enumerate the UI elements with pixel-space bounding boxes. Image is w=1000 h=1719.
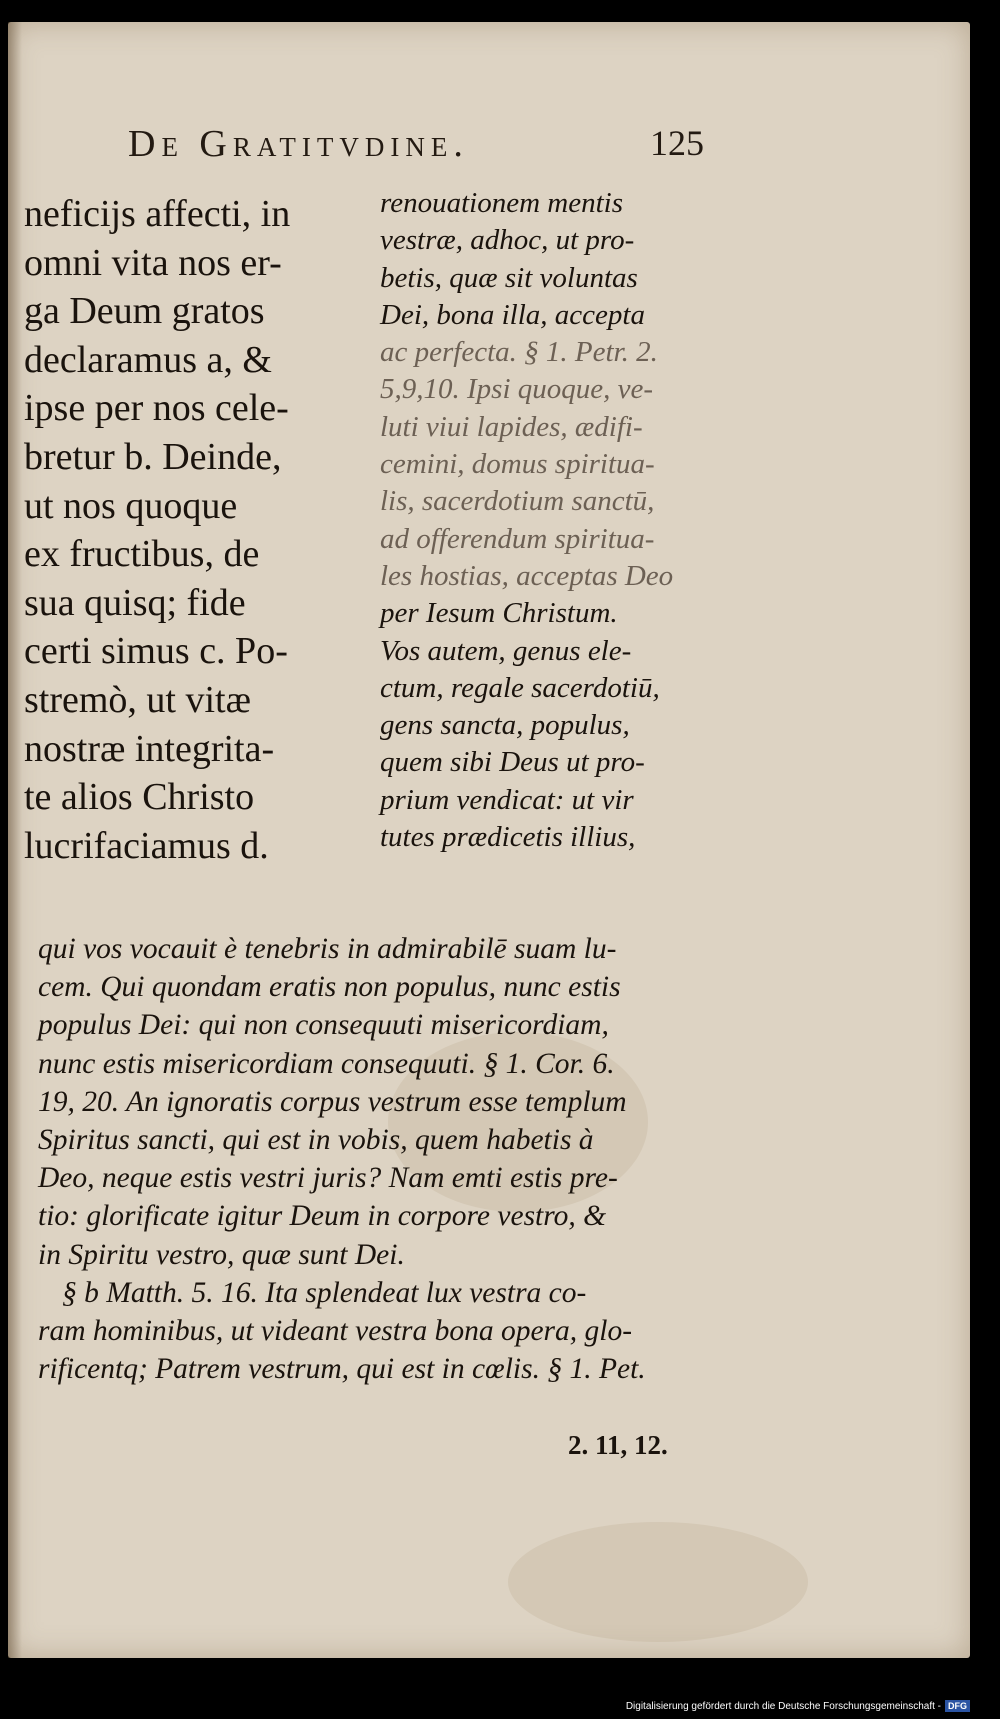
catchword: 2. 11, 12. — [568, 1430, 668, 1460]
text-line: nostræ integrita- — [24, 727, 275, 770]
gloss-line: 19, 20. An ignoratis corpus vestrum esse templum — [38, 1085, 627, 1118]
page-number: 125 — [650, 123, 704, 163]
gloss-line: prium vendicat: ut vir — [380, 783, 634, 816]
gloss-line: tutes prædicetis illius, — [380, 821, 636, 854]
text-line: lucrifaciamus d. — [24, 824, 269, 867]
gloss-line: rificentq; Patrem vestrum, qui est in cœlis. § 1. Pet. — [38, 1353, 646, 1386]
gloss-line: ram hominibus, ut videant vestra bona opera, glo- — [38, 1314, 633, 1347]
text-line: ipse per nos cele- — [24, 387, 289, 430]
gloss-line: in Spiritu vestro, quæ sunt Dei. — [38, 1238, 405, 1271]
gloss-line: ad offerendum spiritua- — [380, 522, 655, 555]
gloss-line: 5,9,10. Ipsi quoque, ve- — [380, 373, 654, 406]
text-line: stremò, ut vitæ — [24, 678, 251, 721]
paper-stain — [508, 1522, 808, 1642]
gloss-line: nunc estis misericordiam consequuti. § 1. Cor. 6. — [38, 1047, 615, 1080]
text-line: omni vita nos er- — [24, 241, 282, 284]
gloss-line: renouationem mentis — [380, 187, 623, 219]
gloss-line: per Iesum Christum. — [380, 597, 618, 630]
gloss-line: quem sibi Deus ut pro- — [380, 746, 645, 779]
gloss-line: cemini, domus spiritua- — [380, 448, 655, 481]
gloss-line: tio: glorificate igitur Deum in corpore vestro, & — [38, 1200, 607, 1233]
gloss-line: Spiritus sancti, qui est in vobis, quem habetis à — [38, 1123, 594, 1156]
digitization-credit — [626, 1700, 970, 1712]
dfg-logo[interactable]: DFG — [945, 1700, 970, 1712]
gloss-line: betis, quæ sit voluntas — [380, 261, 638, 294]
main-text-column — [24, 190, 354, 870]
gloss-line: lis, sacerdotium sanctū, — [380, 485, 655, 518]
text-line: bretur b. Deinde, — [24, 435, 282, 478]
gloss-line: Vos autem, genus ele- — [380, 634, 632, 667]
gloss-line: Deo, neque estis vestri juris? Nam emti estis pre- — [38, 1162, 618, 1195]
gloss-line: Dei, bona illa, accepta — [380, 298, 645, 331]
text-line: declaramus a, & — [24, 338, 272, 381]
text-line: neficijs affecti, in — [24, 193, 291, 235]
gloss-line: populus Dei: qui non consequuti misericordiam, — [38, 1009, 609, 1042]
gloss-line: cem. Qui quondam eratis non populus, nunc estis — [38, 971, 621, 1004]
gloss-line: ctum, regale sacerdotiū, — [380, 671, 660, 704]
text-line: ut nos quoque — [24, 484, 238, 527]
text-line: ex fructibus, de — [24, 533, 260, 576]
text-line: certi simus c. Po- — [24, 630, 288, 673]
gloss-line: § b Matth. 5. 16. Ita splendeat lux vestra co- — [62, 1276, 587, 1309]
gloss-line: qui vos vocauit è tenebris in admirabilē suam lu- — [38, 933, 617, 965]
credit-text: Digitalisierung gefördert durch die Deutsche Forschungsgemeinschaft - — [625, 1701, 941, 1712]
page-header — [128, 122, 708, 172]
gloss-line: gens sancta, populus, — [380, 709, 630, 742]
text-line: te alios Christo — [24, 776, 255, 819]
text-line: ga Deum gratos — [24, 290, 265, 333]
gloss-line: les hostias, acceptas Deo — [380, 559, 674, 592]
book-page — [8, 22, 970, 1658]
text-line: sua quisq; fide — [24, 581, 246, 624]
running-title: De Gratitvdine. — [128, 123, 469, 165]
full-width-gloss — [38, 930, 718, 1388]
gloss-line: luti viui lapides, ædifi- — [380, 410, 643, 443]
gloss-line: vestræ, adhoc, ut pro- — [380, 224, 635, 257]
gloss-column — [380, 185, 720, 856]
gloss-line: ac perfecta. § 1. Petr. 2. — [380, 336, 658, 369]
